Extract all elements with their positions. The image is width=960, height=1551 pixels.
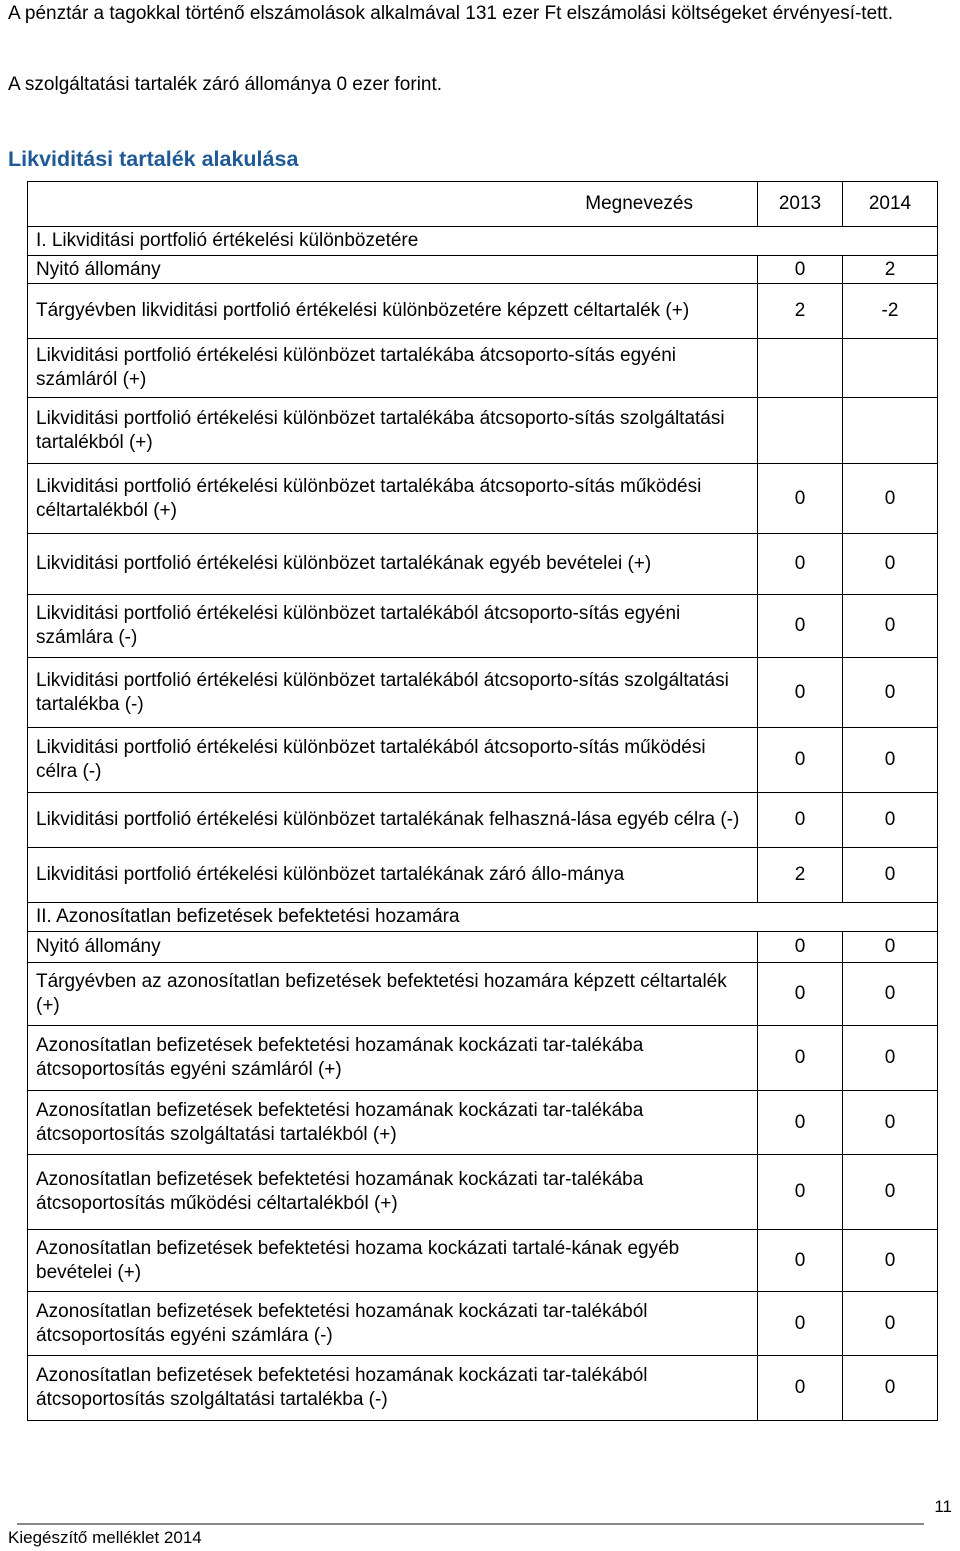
value-2013 [758, 398, 843, 464]
table-header-row [28, 182, 938, 227]
intro-paragraph-2: A szolgáltatási tartalék záró állománya 0 ezer forint. [8, 74, 443, 95]
table-row [28, 793, 938, 848]
value-2014: 0 [843, 658, 938, 728]
value-2014: 0 [843, 534, 938, 595]
table-row [28, 1356, 938, 1421]
value-2014: 0 [843, 1356, 938, 1421]
section-heading: Likviditási tartalék alakulása [8, 147, 299, 171]
table-row [28, 398, 938, 464]
row-label: Likviditási portfolió értékelési különbözet tartalékába átcsoporto-sítás működési céltartalékból (+) [28, 464, 758, 534]
value-2014: 0 [843, 728, 938, 793]
value-2013: 0 [758, 963, 843, 1026]
table-row [28, 963, 938, 1026]
table-row [28, 1230, 938, 1292]
row-label: Nyitó állomány [28, 256, 758, 284]
row-label: Likviditási portfolió értékelési különbözet tartalékába átcsoporto-sítás szolgáltatási tartalékból (+) [28, 398, 758, 464]
value-2014: 0 [843, 1230, 938, 1292]
table-row [28, 1026, 938, 1091]
value-2014 [843, 339, 938, 398]
section-row-1-label: I. Likviditási portfolió értékelési különbözetére [28, 227, 938, 256]
table-row [28, 595, 938, 658]
value-2013: 0 [758, 728, 843, 793]
intro-paragraph-1: A pénztár a tagokkal történő elszámolások alkalmával 131 ezer Ft elszámolási költségeket érvényesí-tett. [8, 3, 893, 24]
value-2014 [843, 398, 938, 464]
row-label: Likviditási portfolió értékelési különbözet tartalékának záró állo-mánya [28, 848, 758, 903]
value-2013: 0 [758, 464, 843, 534]
value-2014: 0 [843, 595, 938, 658]
table-row [28, 284, 938, 339]
header-label: Megnevezés [28, 182, 758, 227]
value-2014: 0 [843, 1026, 938, 1091]
value-2014: 0 [843, 1091, 938, 1155]
liquidity-reserve-table [27, 181, 938, 1421]
table-row [28, 658, 938, 728]
row-label: Azonosítatlan befizetések befektetési hozamának kockázati tar-talékából átcsoportosítás szolgáltatási tartalékba (-) [28, 1356, 758, 1421]
value-2013: 0 [758, 1292, 843, 1356]
value-2014: 2 [843, 256, 938, 284]
section-row-2-label: II. Azonosítatlan befizetések befektetési hozamára [28, 903, 938, 932]
row-label: Likviditási portfolió értékelési különbözet tartalékából átcsoporto-sítás szolgáltatási tartalékba (-) [28, 658, 758, 728]
value-2014: 0 [843, 848, 938, 903]
table-row [28, 1155, 938, 1230]
value-2014: 0 [843, 793, 938, 848]
header-year-2014: 2014 [843, 182, 938, 227]
table-row [28, 1091, 938, 1155]
value-2013: 0 [758, 658, 843, 728]
row-label: Likviditási portfolió értékelési különbözet tartalékából átcsoporto-sítás működési célra (-) [28, 728, 758, 793]
value-2014: 0 [843, 932, 938, 963]
row-label: Azonosítatlan befizetések befektetési hozama kockázati tartalé-kának egyéb bevételei (+) [28, 1230, 758, 1292]
section-row-1 [28, 227, 938, 256]
section-row-2 [28, 903, 938, 932]
value-2013: 0 [758, 1091, 843, 1155]
table-row [28, 1292, 938, 1356]
row-label: Likviditási portfolió értékelési különbözet tartalékának felhaszná-lása egyéb célra (-) [28, 793, 758, 848]
row-label: Likviditási portfolió értékelési különbözet tartalékának egyéb bevételei (+) [28, 534, 758, 595]
table-row [28, 256, 938, 284]
footer-text: Kiegészítő melléklet 2014 [8, 1528, 202, 1547]
value-2013: 0 [758, 1356, 843, 1421]
row-label: Azonosítatlan befizetések befektetési hozamának kockázati tar-talékába átcsoportosítás működési céltartalékból (+) [28, 1155, 758, 1230]
row-label: Tárgyévben az azonosítatlan befizetések befektetési hozamára képzett céltartalék (+) [28, 963, 758, 1026]
value-2013: 0 [758, 1155, 843, 1230]
value-2014: 0 [843, 1155, 938, 1230]
row-label: Tárgyévben likviditási portfolió értékelési különbözetére képzett céltartalék (+) [28, 284, 758, 339]
table-row [28, 339, 938, 398]
footer-divider [17, 1523, 924, 1525]
value-2014: 0 [843, 464, 938, 534]
table-row [28, 932, 938, 963]
value-2013: 0 [758, 1230, 843, 1292]
row-label: Azonosítatlan befizetések befektetési hozamának kockázati tar-talékába átcsoportosítás egyéni számláról (+) [28, 1026, 758, 1091]
value-2013: 2 [758, 848, 843, 903]
row-label: Likviditási portfolió értékelési különbözet tartalékába átcsoporto-sítás egyéni számláról (+) [28, 339, 758, 398]
table-row [28, 848, 938, 903]
value-2013: 0 [758, 534, 843, 595]
value-2013: 0 [758, 1026, 843, 1091]
value-2014: 0 [843, 1292, 938, 1356]
row-label: Azonosítatlan befizetések befektetési hozamának kockázati tar-talékából átcsoportosítás egyéni számlára (-) [28, 1292, 758, 1356]
table-row [28, 464, 938, 534]
value-2013: 0 [758, 595, 843, 658]
row-label: Nyitó állomány [28, 932, 758, 963]
value-2013: 0 [758, 932, 843, 963]
value-2013: 2 [758, 284, 843, 339]
header-year-2013: 2013 [758, 182, 843, 227]
value-2013: 0 [758, 256, 843, 284]
table-row [28, 534, 938, 595]
page-number: 11 [934, 1497, 952, 1516]
value-2014: 0 [843, 963, 938, 1026]
value-2013: 0 [758, 793, 843, 848]
value-2013 [758, 339, 843, 398]
value-2014: -2 [843, 284, 938, 339]
table-row [28, 728, 938, 793]
row-label: Likviditási portfolió értékelési különbözet tartalékából átcsoporto-sítás egyéni számlára (-) [28, 595, 758, 658]
row-label: Azonosítatlan befizetések befektetési hozamának kockázati tar-talékába átcsoportosítás szolgáltatási tartalékból (+) [28, 1091, 758, 1155]
